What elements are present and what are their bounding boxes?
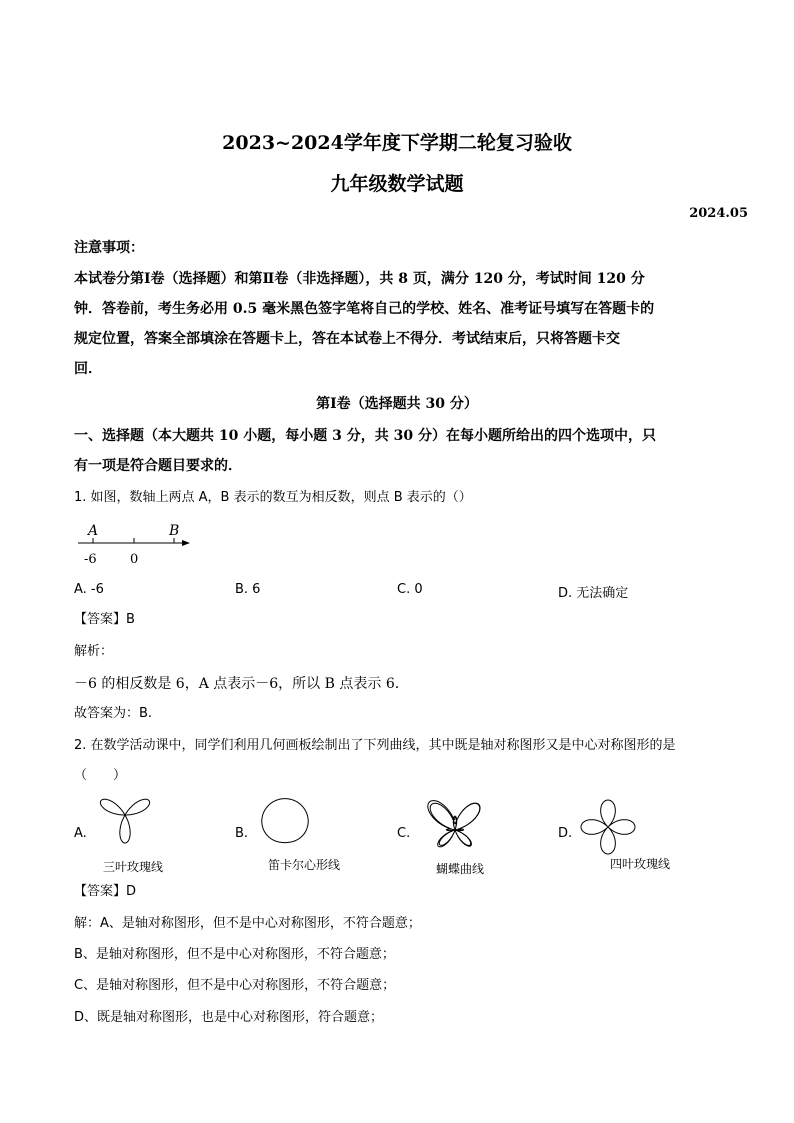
q2-caption-b: 笛卡尔心形线 <box>268 858 341 872</box>
curve-path <box>100 799 149 843</box>
q2-option-b-label: B. <box>235 826 249 841</box>
q1-analysis-label: 解析： <box>74 644 114 659</box>
q2-stem: 2. 在数学活动课中，同学们利用几何画板绘制出了下列曲线，其中既是轴对称图形又是中心对称图形的是 <box>74 738 676 753</box>
q2-solution-line: D、既是轴对称图形，也是中心对称图形，符合题意； <box>74 1010 384 1025</box>
cardioid-figure <box>255 795 315 855</box>
notice-line: 回． <box>74 361 102 377</box>
q2-solution-line: B、是轴对称图形，但不是中心对称图形，不符合题意； <box>74 947 395 962</box>
point-a-label: A <box>88 523 99 539</box>
q1-answer: 【答案】B <box>74 612 135 627</box>
butterfly-curve-figure <box>415 790 495 865</box>
q2-caption-a: 三叶玫瑰线 <box>103 860 164 874</box>
q2-solution-line: 解：A、是轴对称图形，但不是中心对称图形，不符合题意； <box>74 916 421 931</box>
q1-stem: 1. 如图，数轴上两点 A，B 表示的数互为相反数，则点 B 表示的（） <box>74 490 472 505</box>
section-intro: 一、选择题（本大题共 10 小题，每小题 3 分，共 30 分）在每小题所给出的四个选项中，只 <box>74 428 656 444</box>
section-intro: 有一项是符合题目要求的． <box>74 458 242 474</box>
q1-option-a: A. -6 <box>74 582 104 597</box>
notice-line: 钟．答卷前，考生务必用 0.5 毫米黑色签字笔将自己的学校、姓名、准考证号填写在答题卡的 <box>74 301 655 317</box>
tick-label: -6 <box>84 552 97 567</box>
curve-path <box>262 799 308 843</box>
q1-option-b: B. 6 <box>235 582 261 597</box>
q2-answer: 【答案】D <box>74 884 137 899</box>
tick-label: 0 <box>130 552 139 567</box>
q2-option-a-label: A. <box>74 826 87 841</box>
section-title: 第Ⅰ卷（选择题共 30 分） <box>316 396 478 412</box>
q1-option-c: C. 0 <box>397 582 423 597</box>
exam-date: 2024.05 <box>689 206 748 221</box>
q2-caption-d: 四叶玫瑰线 <box>610 857 671 871</box>
q2-blank: （ ） <box>74 768 127 783</box>
exam-title: 2023~2024学年度下学期二轮复习验收 <box>222 132 572 154</box>
q2-option-c-label: C. <box>397 826 411 841</box>
notice-heading: 注意事项： <box>74 240 144 256</box>
curve-path <box>428 801 480 847</box>
notice-line: 规定位置，答案全部填涂在答题卡上，答在本试卷上不得分．考试结束后，只将答题卡交 <box>74 331 620 347</box>
q2-solution-line: C、是轴对称图形，但不是中心对称图形，不符合题意； <box>74 978 396 993</box>
number-line-figure <box>76 520 196 570</box>
q2-option-d-label: D. <box>558 826 573 841</box>
q1-analysis: －6 的相反数是 6，A 点表示－6，所以 B 点表示 6. <box>74 676 400 692</box>
q1-conclusion: 故答案为：B. <box>74 706 153 721</box>
four-leaf-rose-figure <box>578 797 638 857</box>
q2-caption-c: 蝴蝶曲线 <box>436 862 485 876</box>
curve-path <box>581 800 635 854</box>
exam-subtitle: 九年级数学试题 <box>330 173 464 195</box>
point-b-label: B <box>169 523 180 539</box>
notice-line: 本试卷分第Ⅰ卷（选择题）和第Ⅱ卷（非选择题），共 8 页，满分 120 分，考试时间 120 分 <box>74 271 645 287</box>
q1-option-d: D. 无法确定 <box>558 586 629 601</box>
